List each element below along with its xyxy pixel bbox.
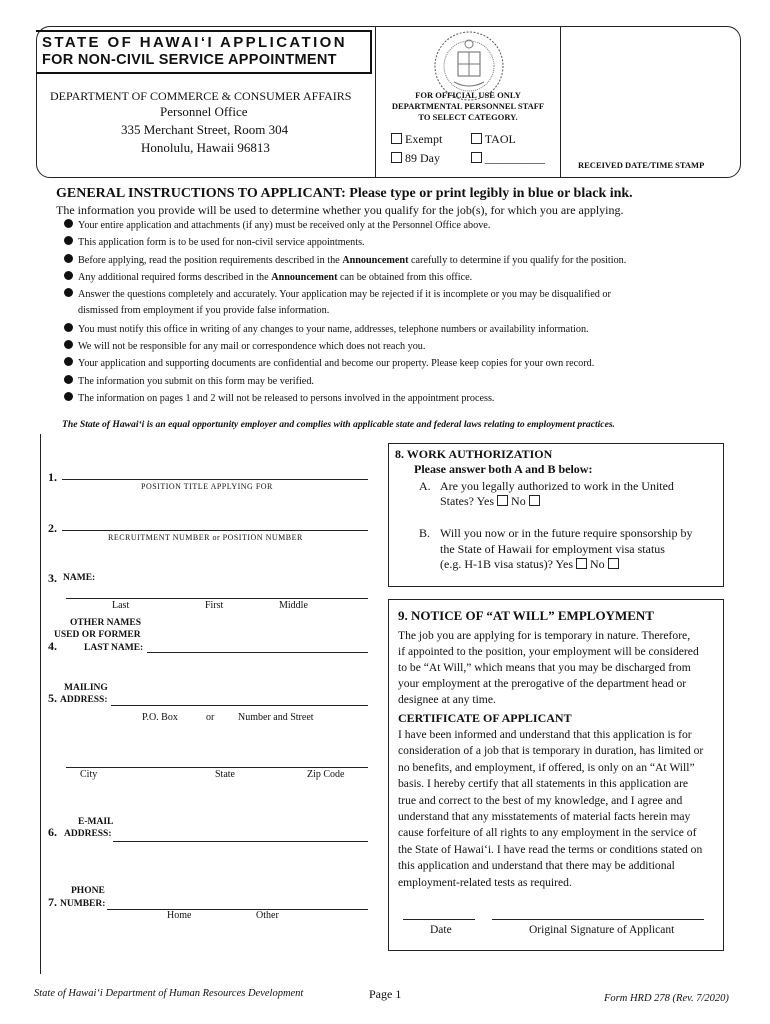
item-number-7: 7. [48, 895, 57, 909]
mailing-label-1: MAILING [64, 683, 108, 693]
instruction-item: We will not be responsible for any mail or correspondence which does not reach you. [64, 340, 626, 357]
bullet-icon [64, 254, 73, 263]
office-city: Honolulu, Hawaii 96813 [141, 140, 270, 155]
question-b-yes-label: Yes [555, 557, 574, 571]
eeo-statement: The State of Hawai‘i is an equal opportunity employer and complies with applicable state and federal laws relating to employment practices. [62, 419, 615, 430]
other-names-label-2: USED OR FORMER [54, 630, 141, 640]
at-will-title: 9. NOTICE OF “AT WILL” EMPLOYMENT [398, 608, 654, 623]
question-a-no-checkbox[interactable] [529, 495, 540, 506]
official-use-line2: DEPARTMENTAL PERSONNEL STAFF [391, 101, 545, 111]
official-use-line1: FOR OFFICIAL USE ONLY [415, 90, 521, 100]
instruction-item: Your application and supporting documents are confidential and become our property. Please keep copies for your own record. [64, 357, 626, 374]
instruction-item: Your entire application and attachments (if any) must be received only at the Personnel Office above. [64, 219, 626, 236]
question-b-no-label: No [590, 557, 605, 571]
position-title-input[interactable] [62, 462, 368, 480]
email-label-1: E-MAIL [78, 817, 114, 827]
other-category-checkbox[interactable] [471, 152, 482, 163]
name-input[interactable] [66, 583, 368, 599]
position-title-label: POSITION TITLE APPLYING FOR [141, 482, 273, 491]
bullet-icon [64, 288, 73, 297]
phone-home-label: Home [167, 910, 192, 921]
name-label: NAME: [63, 573, 96, 583]
question-a-line2: States? Yes No [440, 494, 540, 509]
phone-label-1: PHONE [71, 886, 105, 896]
po-box-label: P.O. Box [142, 712, 178, 723]
item-number-3: 3. [48, 571, 57, 585]
phone-input[interactable] [107, 894, 368, 910]
instruction-item-cont: dismissed from employment if you provide false information. [78, 305, 330, 317]
email-label-2: ADDRESS: [64, 829, 112, 839]
category-other[interactable] [471, 151, 545, 166]
other-names-input[interactable] [147, 637, 368, 653]
other-category-blank: __________ [485, 151, 545, 165]
certificate-text: I have been informed and understand that this application is for consideration of a job that is temporary in duration, has limited or no benefits, and employment, if offered, is only on an “At Will” basis. I hereby certify that all statements in this application are true and correct to the best of my knowledge, and I agree and understand that any misstatements of material facts herein may cause forfeiture of all rights to any employment in the service of the State of Hawai‘i. I have read the terms or conditions stated on this application and understand that there may be additional employment-related tests as required. [398, 728, 704, 889]
mailing-address-input[interactable] [111, 690, 368, 706]
question-a-yes-checkbox[interactable] [497, 495, 508, 506]
question-a-label: A. [419, 479, 431, 493]
item-number-4: 4. [48, 639, 57, 653]
instruction-item: This application form is to be used for non-civil service appointments. [64, 236, 626, 253]
question-b-no-checkbox[interactable] [608, 558, 619, 569]
bullet-icon [64, 219, 73, 228]
city-state-zip-input[interactable] [66, 752, 368, 768]
office-street: 335 Merchant Street, Room 304 [121, 122, 289, 137]
exempt-checkbox[interactable] [391, 133, 402, 144]
form-title-line1: STATE OF HAWAI‘I APPLICATION [42, 34, 347, 51]
certificate-title: CERTIFICATE OF APPLICANT [398, 711, 572, 725]
signature-input[interactable] [492, 904, 704, 920]
89day-checkbox[interactable] [391, 152, 402, 163]
email-input[interactable] [113, 826, 368, 842]
question-a-line1: Are you legally authorized to work in the United [440, 479, 674, 493]
header-divider-1 [375, 26, 376, 178]
recruitment-number-label: RECRUITMENT NUMBER or POSITION NUMBER [108, 533, 303, 542]
question-b-yes-checkbox[interactable] [576, 558, 587, 569]
signature-label: Original Signature of Applicant [529, 924, 675, 936]
form-title-line2: FOR NON-CIVIL SERVICE APPOINTMENT [42, 52, 337, 68]
category-exempt[interactable] [391, 132, 442, 147]
header-divider-2 [560, 26, 561, 178]
exempt-label: Exempt [405, 132, 443, 146]
instruction-item: You must notify this office in writing of any changes to your name, addresses, telephone numbers or availability information. [64, 323, 626, 340]
mailing-label-2: ADDRESS: [60, 695, 108, 705]
other-names-label-3: LAST NAME: [84, 643, 144, 653]
footer-page-number: Page 1 [369, 987, 402, 1001]
taol-label: TAOL [484, 132, 516, 146]
work-auth-subtitle: Please answer both A and B below: [414, 462, 593, 476]
bullet-icon [64, 340, 73, 349]
instructions-list [64, 219, 626, 409]
instructions-intro: The information you provide will be used to determine whether you qualify for the job(s), for which you are applying. [56, 203, 624, 217]
item-number-5: 5. [48, 691, 57, 705]
name-middle-label: Middle [279, 600, 308, 611]
bullet-icon [64, 392, 73, 401]
bullet-icon [64, 236, 73, 245]
item-number-2: 2. [48, 521, 57, 535]
category-89day[interactable] [391, 151, 440, 166]
zip-label: Zip Code [307, 769, 345, 780]
recruitment-number-input[interactable] [62, 513, 368, 531]
date-label: Date [430, 924, 452, 936]
instruction-item: Any additional required forms described in the Announcement can be obtained from this office. [64, 271, 626, 288]
question-a-yes-label: Yes [476, 494, 495, 508]
work-auth-title: 8. WORK AUTHORIZATION [395, 447, 553, 461]
instruction-item: The information you submit on this form may be verified. [64, 375, 626, 392]
state-label: State [215, 769, 235, 780]
bullet-icon [64, 357, 73, 366]
office-name: Personnel Office [160, 104, 248, 119]
date-input[interactable] [403, 904, 475, 920]
question-b-line1: Will you now or in the future require sponsorship by [440, 526, 693, 540]
at-will-text: The job you are applying for is temporary in nature. Therefore, if appointed to the position, your employment will be considered to be “At Will,” which means that you may be discharged from your employment at the prerogative of the department head or designee at any time. [398, 629, 699, 706]
instruction-item: Before applying, read the position requirements described in the Announcement carefully to determine if you qualify for the position. [64, 254, 626, 271]
item-number-6: 6. [48, 825, 57, 839]
official-use-line3: TO SELECT CATEGORY. [418, 112, 518, 122]
received-stamp-label: RECEIVED DATE/TIME STAMP [578, 160, 705, 170]
name-first-label: First [205, 600, 224, 611]
city-label: City [80, 769, 98, 780]
left-column-divider [40, 434, 41, 974]
question-a-no-label: No [511, 494, 526, 508]
question-b-label: B. [419, 526, 431, 540]
taol-checkbox[interactable] [471, 133, 482, 144]
89day-label: 89 Day [405, 151, 440, 165]
name-last-label: Last [112, 600, 130, 611]
phone-other-label: Other [256, 910, 279, 921]
category-taol[interactable] [471, 132, 516, 147]
footer-form-number: Form HRD 278 (Rev. 7/2020) [604, 993, 729, 1004]
question-b-line3: (e.g. H-1B visa status)? Yes No [440, 557, 619, 572]
bullet-icon [64, 375, 73, 384]
other-names-label-1: OTHER NAMES [70, 618, 141, 628]
instructions-heading: GENERAL INSTRUCTIONS TO APPLICANT: Please type or print legibly in blue or black ink. [56, 186, 633, 201]
question-b-line2: the State of Hawaii for employment visa status [440, 542, 665, 556]
number-street-label: Number and Street [238, 712, 314, 723]
phone-label-2: NUMBER: [60, 899, 106, 909]
bullet-icon [64, 323, 73, 332]
footer-department: State of Hawai‘i Department of Human Resources Development [34, 988, 304, 999]
bullet-icon [64, 271, 73, 280]
instruction-item: Answer the questions completely and accurately. Your application may be rejected if it is incomplete or you may be disqualified or [64, 288, 626, 305]
department-name: DEPARTMENT OF COMMERCE & CONSUMER AFFAIRS [50, 89, 352, 103]
instruction-item: The information on pages 1 and 2 will not be released to persons involved in the appointment process. [64, 392, 626, 409]
item-number-1: 1. [48, 470, 57, 484]
or-label: or [206, 712, 215, 723]
